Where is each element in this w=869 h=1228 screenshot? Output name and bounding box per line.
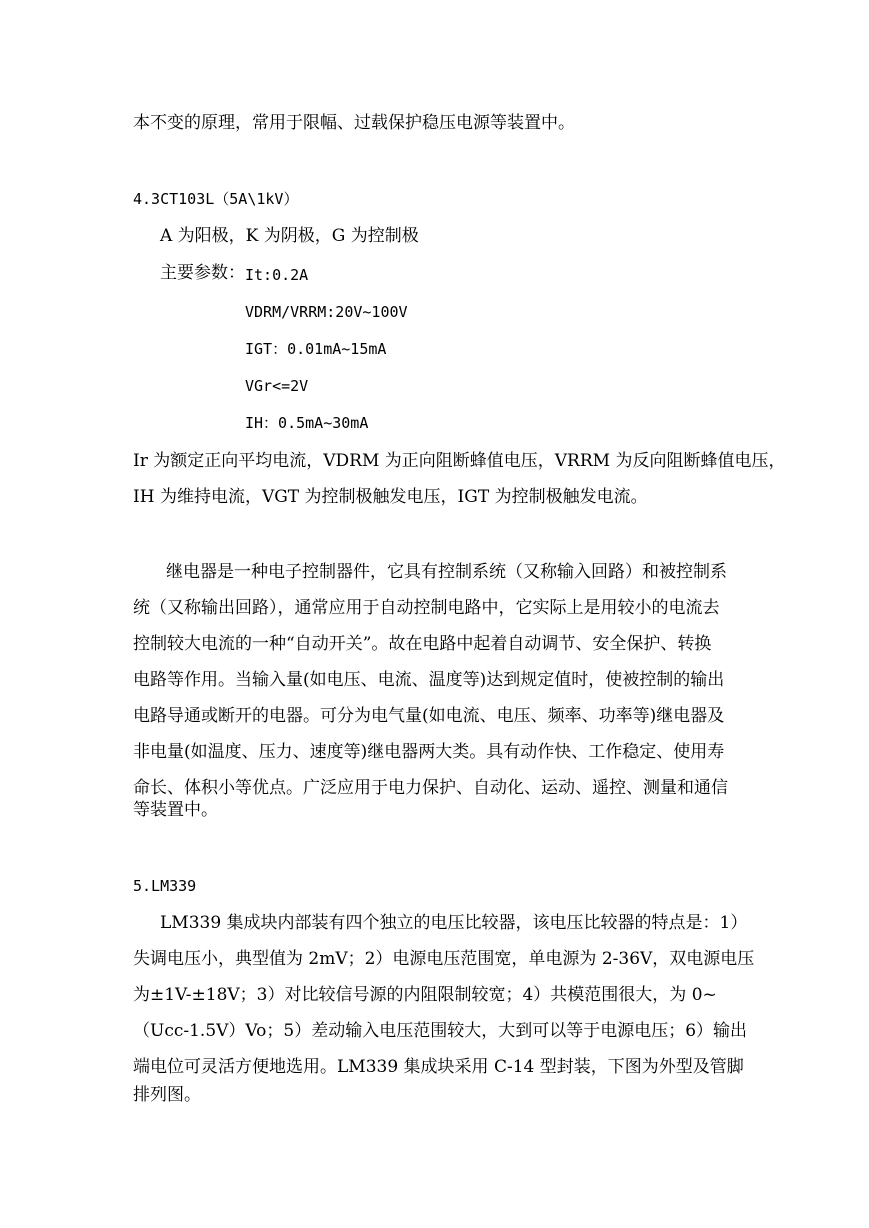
pin-description: A 为阳极，K 为阴极，G 为控制极 [160, 226, 419, 246]
lm339-line-2: 失调电压小，典型值为 2mV；2）电源电压范围宽，单电源为 2-36V，双电源电压 [133, 949, 755, 969]
param-it: It:0.2A [245, 266, 309, 284]
param-vgr: VGr<=2V [245, 377, 309, 395]
relay-line-8: 等装置中。 [133, 800, 218, 820]
relay-line-2: 统（又称输出回路），通常应用于自动控制电路中，它实际上是用较小的电流去 [133, 598, 720, 618]
relay-line-3: 控制较大电流的一种“自动开关”。故在电路中起着自动调节、安全保护、转换 [133, 634, 712, 654]
params-label: 主要参数： [160, 263, 245, 283]
relay-line-1: 继电器是一种电子控制器件，它具有控制系统（又称输入回路）和被控制系 [166, 562, 727, 582]
section-5-heading: 5.LM339 [133, 877, 197, 895]
param-ih: IH：0.5mA~30mA [245, 414, 369, 432]
param-vdrm-vrrm: VDRM/VRRM:20V~100V [245, 303, 408, 321]
notes-line-1: Ir 为额定正向平均电流，VDRM 为正向阻断蜂值电压，VRRM 为反向阻断蜂值电压， [133, 451, 786, 471]
relay-line-6: 非电量(如温度、压力、速度等)继电器两大类。具有动作快、工作稳定、使用寿 [133, 742, 725, 762]
lm339-line-3: 为±1V-±18V；3）对比较信号源的内阻限制较宽；4）共模范围很大，为 0~ [133, 985, 717, 1005]
relay-line-4: 电路等作用。当输入量(如电压、电流、温度等)达到规定值时，使被控制的输出 [133, 670, 725, 690]
param-igt: IGT：0.01mA~15mA [245, 340, 387, 358]
notes-line-2: IH 为维持电流，VGT 为控制极触发电压，IGT 为控制极触发电流。 [133, 487, 648, 507]
lm339-line-4: （Ucc-1.5V）Vo；5）差动输入电压范围较大，大到可以等于电源电压；6）输出 [133, 1021, 748, 1041]
relay-line-5: 电路导通或断开的电器。可分为电气量(如电流、电压、频率、功率等)继电器及 [133, 706, 725, 726]
section-4-heading: 4.3CT103L（5A\1kV） [133, 190, 299, 208]
lm339-line-1: LM339 集成块内部装有四个独立的电压比较器，该电压比较器的特点是：1） [160, 913, 748, 933]
lm339-line-6: 排列图。 [133, 1085, 201, 1105]
lm339-line-5: 端电位可灵活方便地选用。LM339 集成块采用 C-14 型封装，下图为外型及管脚 [133, 1057, 744, 1077]
intro-line: 本不变的原理，常用于限幅、过载保护稳压电源等装置中。 [133, 113, 575, 133]
relay-line-7: 命长、体积小等优点。广泛应用于电力保护、自动化、运动、遥控、测量和通信 [133, 778, 728, 798]
